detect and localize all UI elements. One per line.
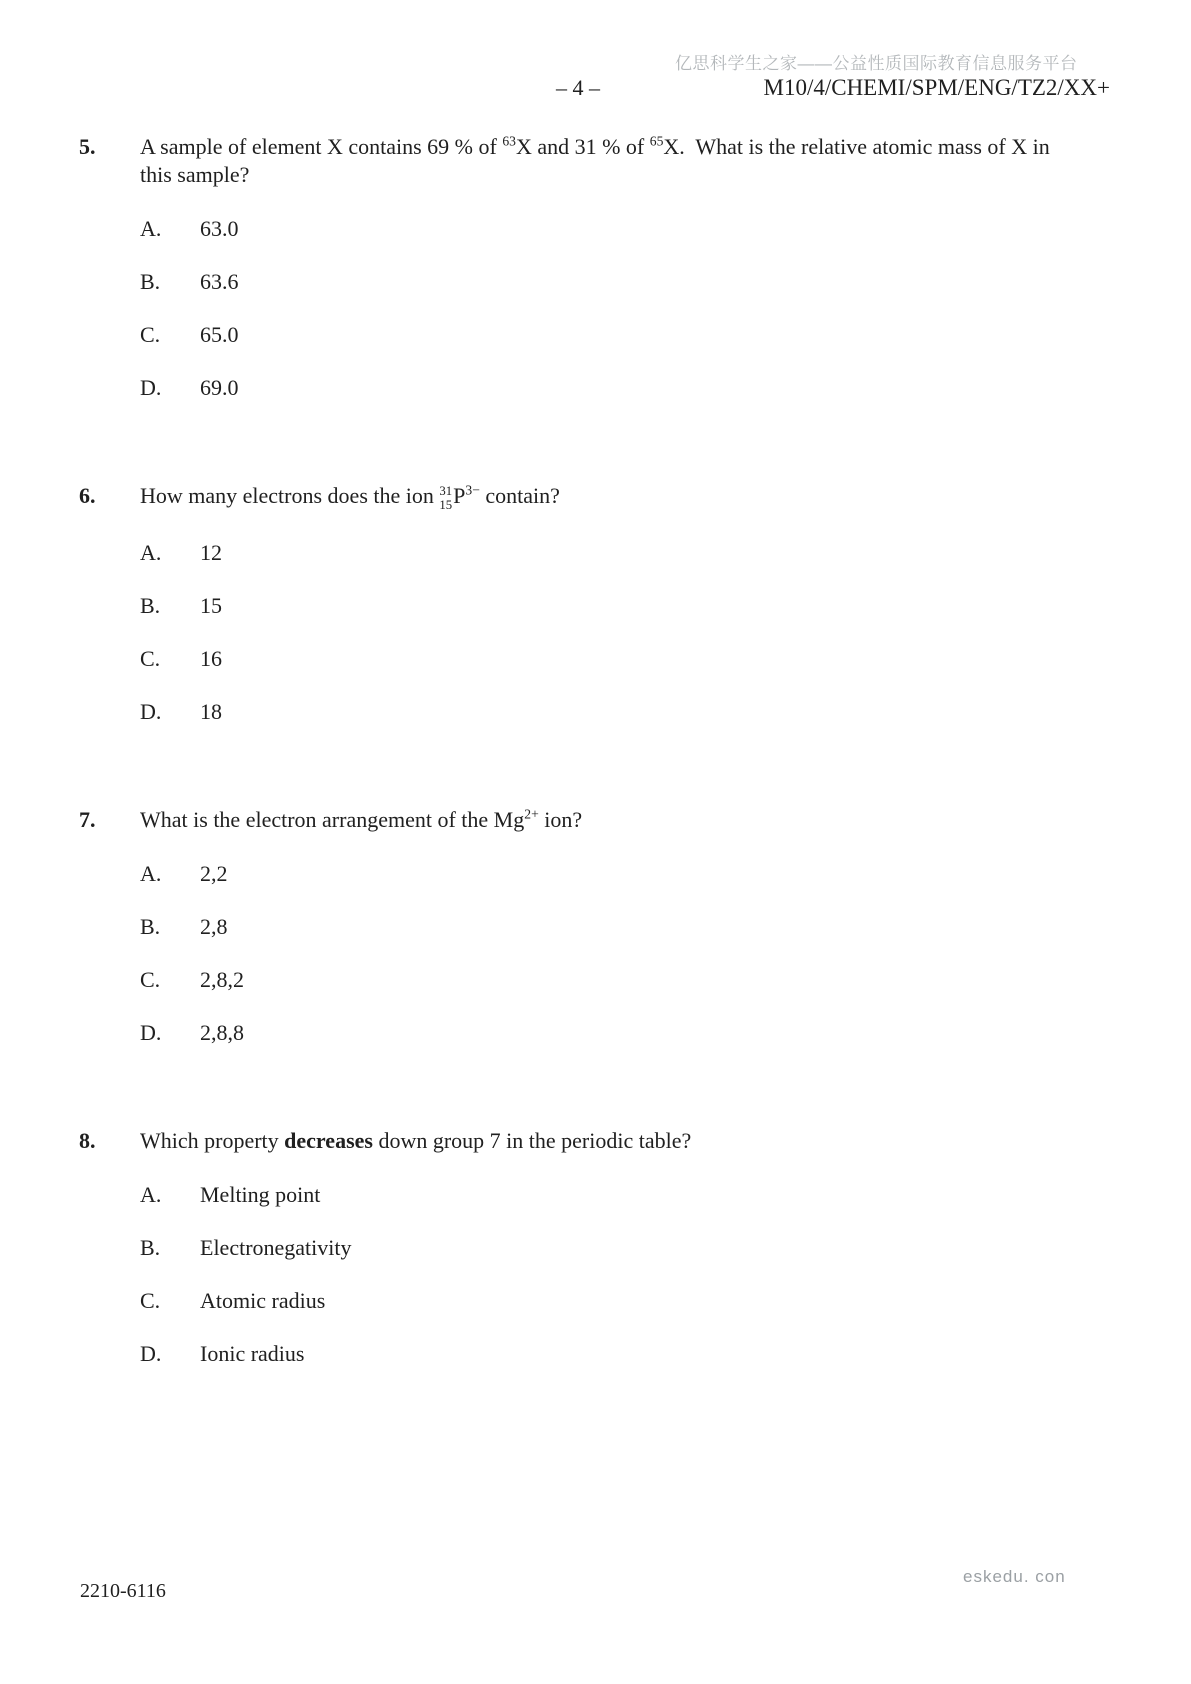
option-text: 15 [200, 592, 222, 618]
option-letter: A. [140, 860, 162, 886]
option-text: 63.6 [200, 269, 239, 294]
option-letter: A. [140, 216, 162, 241]
question-7-option-b [140, 913, 1119, 941]
option-text: 18 [200, 698, 222, 724]
question-5-option-a [140, 215, 1119, 243]
question-8-options [140, 1181, 1119, 1368]
option-letter: A. [140, 539, 162, 565]
question-8-option-c [140, 1287, 1119, 1315]
option-text: Ionic radius [200, 1340, 305, 1366]
question-7-number: 7. [79, 806, 96, 832]
option-letter: C. [140, 645, 161, 671]
header-site-watermark: 亿思科学生之家——公益性质国际教育信息服务平台 [675, 54, 1078, 73]
question-6-option-d [140, 698, 1119, 726]
option-letter: C. [140, 966, 161, 992]
question-6 [79, 482, 1119, 726]
option-text: Electronegativity [200, 1234, 352, 1260]
option-text: 12 [200, 539, 222, 565]
option-letter: D. [140, 698, 162, 724]
question-7-option-a [140, 860, 1119, 888]
option-letter: B. [140, 913, 161, 939]
question-6-option-a [140, 539, 1119, 567]
question-8-option-d [140, 1340, 1119, 1368]
question-8-stem: Which property decreases down group 7 in the periodic table? [140, 1127, 692, 1153]
option-text: Melting point [200, 1181, 321, 1207]
option-letter: C. [140, 1287, 161, 1313]
footer-site-watermark: eskedu. con [963, 1567, 1066, 1586]
question-8-option-b [140, 1234, 1119, 1262]
option-letter: B. [140, 1234, 161, 1260]
question-8-number: 8. [79, 1127, 96, 1153]
option-text: 2,8,2 [200, 966, 244, 992]
question-8 [79, 1127, 1119, 1368]
option-letter: C. [140, 322, 161, 347]
option-text: 65.0 [200, 322, 239, 347]
question-7-option-c [140, 966, 1119, 994]
option-letter: B. [140, 269, 161, 294]
page-number: – 4 – [556, 75, 600, 100]
question-6-option-b [140, 592, 1119, 620]
option-text: 2,2 [200, 860, 228, 886]
question-5-stem: A sample of element X contains 69 % of $^{63}$X and 31 % of $^{65}$X. What is the relative atomic mass of X in this sample? [140, 133, 1050, 187]
option-text: 63.0 [200, 216, 239, 241]
option-text: 2,8 [200, 913, 228, 939]
paper-code: M10/4/CHEMI/SPM/ENG/TZ2/XX+ [763, 75, 1110, 100]
question-5-options [140, 215, 1119, 402]
question-6-options [140, 539, 1119, 726]
option-letter: B. [140, 592, 161, 618]
isotope-mass-number-stack: 31 15 [439, 484, 453, 513]
question-5 [79, 133, 1119, 402]
question-7-options [140, 860, 1119, 1047]
option-text: Atomic radius [200, 1287, 326, 1313]
option-letter: D. [140, 1340, 162, 1366]
option-letter: A. [140, 1181, 162, 1207]
questions-area [79, 133, 1119, 1448]
option-letter: D. [140, 375, 162, 400]
question-6-option-c [140, 645, 1119, 673]
footer-doc-code: 2210-6116 [80, 1580, 166, 1602]
question-7-option-d [140, 1019, 1119, 1047]
question-6-stem: How many electrons does the ion 31 15 $P^{3-}$ contain? [140, 482, 560, 513]
question-5-option-c [140, 321, 1119, 349]
option-text: 2,8,8 [200, 1019, 244, 1045]
question-6-number: 6. [79, 483, 96, 508]
option-letter: D. [140, 1019, 162, 1045]
question-5-number: 5. [79, 134, 96, 159]
question-8-option-a [140, 1181, 1119, 1209]
question-5-option-b [140, 268, 1119, 296]
option-text: 69.0 [200, 375, 239, 400]
option-text: 16 [200, 645, 222, 671]
question-7 [79, 806, 1119, 1047]
question-7-stem: What is the electron arrangement of the $Mg^{2+}$ ion? [140, 806, 583, 832]
question-5-option-d [140, 374, 1119, 402]
